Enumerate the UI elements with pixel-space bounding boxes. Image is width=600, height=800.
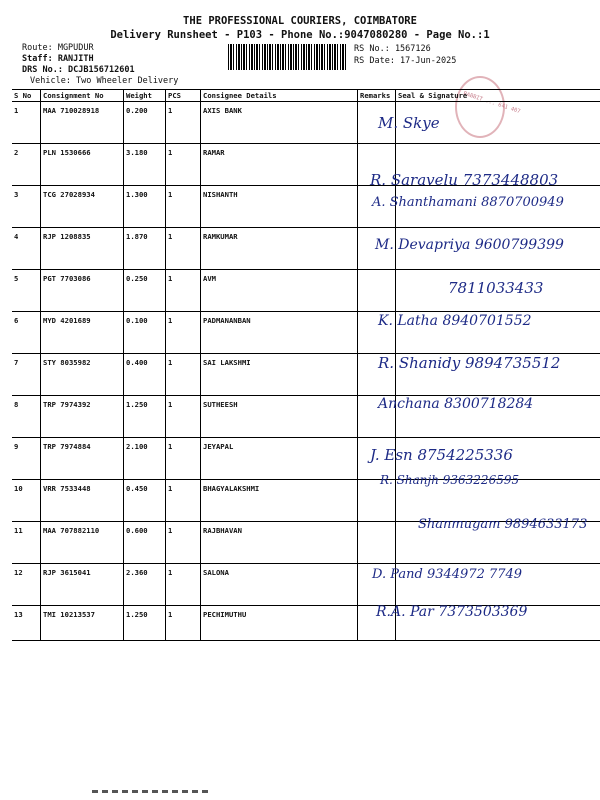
cell-remarks — [358, 312, 396, 354]
cell-pcs: 1 — [166, 228, 201, 270]
table-header-row — [12, 90, 600, 102]
table-row — [12, 228, 600, 270]
table-row — [12, 564, 600, 606]
cell-consignment: VRR 7533448 — [41, 480, 124, 522]
cell-weight: 2.100 — [124, 438, 166, 480]
cell-consignee: RAMKUMAR — [201, 228, 358, 270]
cell-sno: 5 — [12, 270, 41, 312]
cell-consignee: SUTHEESH — [201, 396, 358, 438]
runsheet-table — [12, 89, 600, 641]
table-row — [12, 354, 600, 396]
cell-remarks — [358, 606, 396, 641]
cell-remarks — [358, 564, 396, 606]
signature-9: J. Esn 8754225336 — [370, 446, 513, 464]
signature-1: M. Skye — [378, 114, 440, 132]
signature-5: 7811033433 — [448, 279, 544, 297]
signature-10: R. Shanjh 9363226595 — [380, 473, 520, 487]
barcode — [228, 44, 346, 70]
cell-sno: 8 — [12, 396, 41, 438]
cell-weight: 1.300 — [124, 186, 166, 228]
cell-sno: 6 — [12, 312, 41, 354]
cell-sno: 4 — [12, 228, 41, 270]
cell-signature — [396, 312, 600, 354]
cell-pcs: 1 — [166, 606, 201, 641]
rs-number: RS No.: 1567126 — [354, 44, 431, 54]
cell-consignee: PADMANANBAN — [201, 312, 358, 354]
table-row — [12, 396, 600, 438]
header-pcs: PCS — [166, 90, 201, 102]
cell-weight: 0.450 — [124, 480, 166, 522]
cell-weight: 0.100 — [124, 312, 166, 354]
cell-weight: 1.250 — [124, 606, 166, 641]
cell-sno: 2 — [12, 144, 41, 186]
cell-remarks — [358, 270, 396, 312]
signature-7: R. Shanidy 9894735512 — [378, 354, 561, 372]
table-row — [12, 270, 600, 312]
cell-consignee: RAJBHAVAN — [201, 522, 358, 564]
cell-signature — [396, 228, 600, 270]
company-seal-text: RABBIT ... 641 407 — [462, 90, 522, 116]
cell-signature — [396, 270, 600, 312]
cell-sno: 12 — [12, 564, 41, 606]
cell-pcs: 1 — [166, 270, 201, 312]
signature-12: D. Pand 9344972 7749 — [372, 567, 523, 582]
table-row — [12, 144, 600, 186]
signature-3: A. Shanthamani 8870700949 — [372, 195, 564, 210]
cell-consignment: STY 8035982 — [41, 354, 124, 396]
table-row — [12, 438, 600, 480]
header-remarks: Remarks — [358, 90, 396, 102]
cell-pcs: 1 — [166, 396, 201, 438]
table-row — [12, 480, 600, 522]
signature-8: Anchana 8300718284 — [378, 396, 534, 412]
cell-sno: 10 — [12, 480, 41, 522]
cell-pcs: 1 — [166, 480, 201, 522]
cell-sno: 9 — [12, 438, 41, 480]
cell-consignment: MAA 707882110 — [41, 522, 124, 564]
cell-consignee: PECHIMUTHU — [201, 606, 358, 641]
header-weight: Weight — [124, 90, 166, 102]
cell-weight: 0.400 — [124, 354, 166, 396]
cell-weight: 0.250 — [124, 270, 166, 312]
cell-consignment: RJP 1208835 — [41, 228, 124, 270]
cell-signature — [396, 102, 600, 144]
table-row — [12, 186, 600, 228]
cell-sno: 13 — [12, 606, 41, 641]
cell-signature — [396, 354, 600, 396]
cell-consignee: AXIS BANK — [201, 102, 358, 144]
cell-consignee: SALONA — [201, 564, 358, 606]
cell-remarks — [358, 228, 396, 270]
cell-signature — [396, 564, 600, 606]
cell-weight: 1.250 — [124, 396, 166, 438]
cell-consignment: TRP 7974392 — [41, 396, 124, 438]
cell-remarks — [358, 396, 396, 438]
cell-consignee: AVM — [201, 270, 358, 312]
cell-consignment: MAA 710028918 — [41, 102, 124, 144]
table-row — [12, 102, 600, 144]
cell-signature — [396, 186, 600, 228]
cell-weight: 0.200 — [124, 102, 166, 144]
cell-remarks — [358, 186, 396, 228]
drs-number: DRS No.: DCJB156712601 — [22, 65, 135, 75]
cell-weight: 2.360 — [124, 564, 166, 606]
cell-remarks — [358, 144, 396, 186]
cell-consignment: PGT 7703086 — [41, 270, 124, 312]
cell-sno: 11 — [12, 522, 41, 564]
cell-pcs: 1 — [166, 102, 201, 144]
cell-weight: 1.870 — [124, 228, 166, 270]
cell-weight: 0.600 — [124, 522, 166, 564]
cell-signature — [396, 438, 600, 480]
route-label: Route: MGPUDUR — [22, 43, 94, 53]
cell-consignment: TCG 27028934 — [41, 186, 124, 228]
rs-date: RS Date: 17-Jun-2025 — [354, 56, 457, 66]
cell-signature — [396, 396, 600, 438]
cell-sno: 3 — [12, 186, 41, 228]
table-row — [12, 606, 600, 641]
header-consignment: Consignment No — [41, 90, 124, 102]
signature-6: K. Latha 8940701552 — [378, 313, 532, 329]
cell-consignment: TMI 10213537 — [41, 606, 124, 641]
cell-pcs: 1 — [166, 354, 201, 396]
signature-2: R. Saravelu 7373448803 — [370, 171, 559, 189]
cell-consignee: RAMAR — [201, 144, 358, 186]
header-sno: S No — [12, 90, 41, 102]
cell-consignee: SAI LAKSHMI — [201, 354, 358, 396]
cell-remarks — [358, 480, 396, 522]
cell-sno: 1 — [12, 102, 41, 144]
table-row — [12, 312, 600, 354]
cell-weight: 3.180 — [124, 144, 166, 186]
cell-remarks — [358, 522, 396, 564]
cell-signature — [396, 522, 600, 564]
cell-pcs: 1 — [166, 186, 201, 228]
cell-signature — [396, 480, 600, 522]
cell-consignment: RJP 3615041 — [41, 564, 124, 606]
cell-pcs: 1 — [166, 522, 201, 564]
cell-consignee: JEYAPAL — [201, 438, 358, 480]
cell-consignment: MYD 4201689 — [41, 312, 124, 354]
header-signature: Seal & Signature — [396, 90, 600, 102]
cell-consignee: BHAGYALAKSHMI — [201, 480, 358, 522]
cell-consignee: NISHANTH — [201, 186, 358, 228]
cell-pcs: 1 — [166, 438, 201, 480]
cell-pcs: 1 — [166, 564, 201, 606]
signature-11: Shanmugam 9894633173 — [418, 517, 588, 532]
signature-4: M. Devapriya 9600799399 — [375, 237, 564, 253]
document-subtitle: Delivery Runsheet - P103 - Phone No.:9047080280 - Page No.:1 — [110, 29, 490, 41]
document-title: THE PROFESSIONAL COURIERS, COIMBATORE — [183, 15, 417, 27]
signature-13: R.A. Par 7373503369 — [376, 604, 528, 620]
cell-remarks — [358, 354, 396, 396]
cell-pcs: 1 — [166, 312, 201, 354]
table-row — [12, 522, 600, 564]
vehicle-label: Vehicle: Two Wheeler Delivery — [30, 76, 179, 86]
cell-pcs: 1 — [166, 144, 201, 186]
cell-remarks — [358, 438, 396, 480]
cell-sno: 7 — [12, 354, 41, 396]
staff-label: Staff: RANJITH — [22, 54, 94, 64]
cell-consignment: PLN 1530666 — [41, 144, 124, 186]
header-consignee: Consignee Details — [201, 90, 358, 102]
cell-signature — [396, 606, 600, 641]
cell-signature — [396, 144, 600, 186]
cell-remarks — [358, 102, 396, 144]
footer-mark — [92, 790, 212, 793]
cell-consignment: TRP 7974884 — [41, 438, 124, 480]
